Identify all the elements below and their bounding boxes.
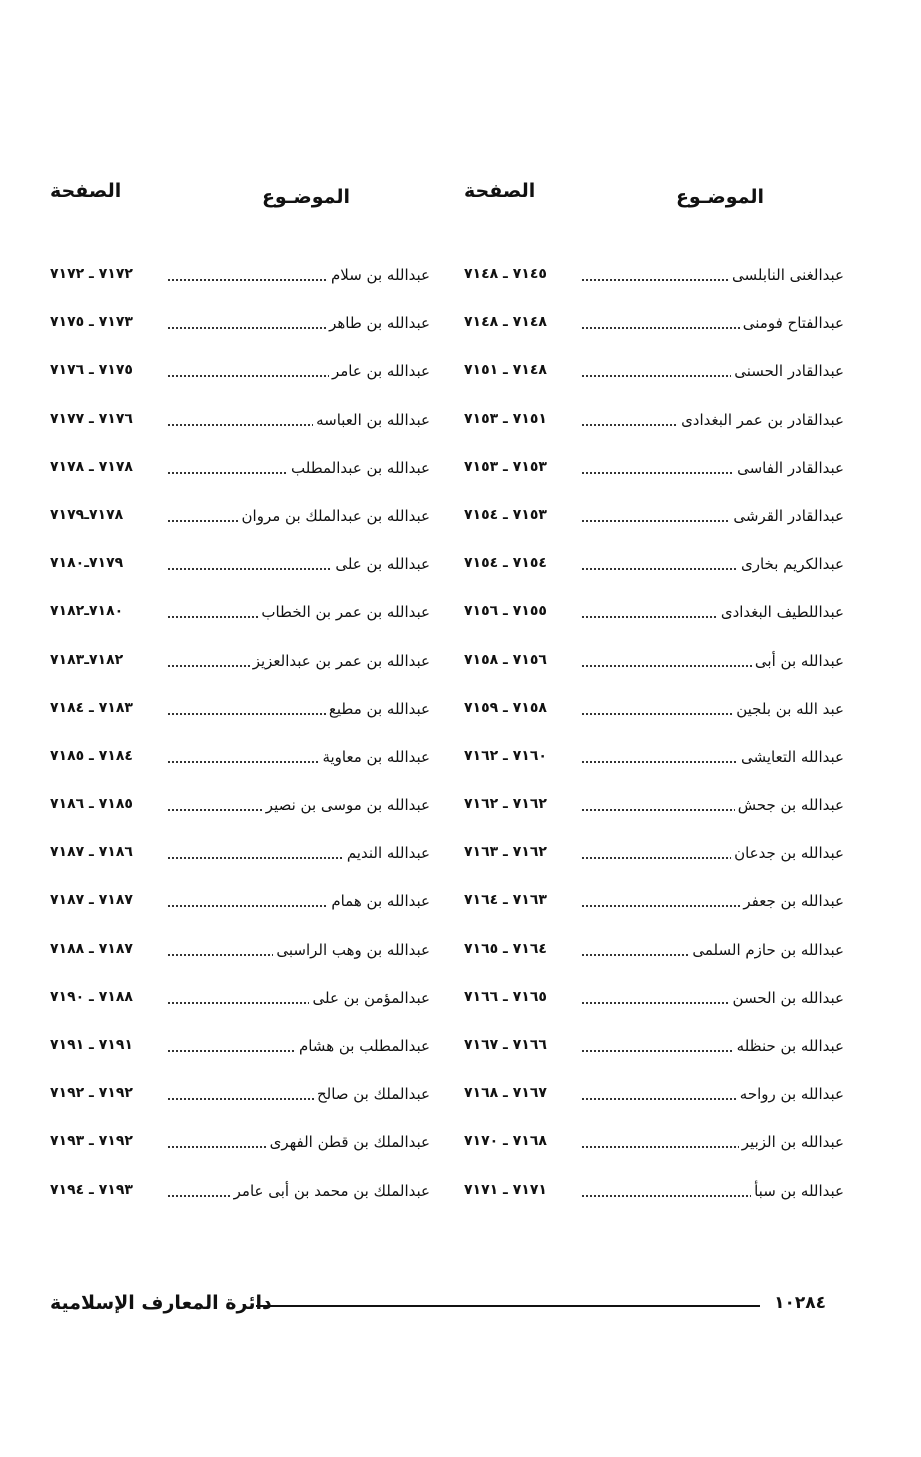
entry-title: عبدالله بن عمر بن عبدالعزيز bbox=[250, 652, 430, 670]
entry-page-range: ٧١٨٦ ـ ٧١٨٧ bbox=[50, 844, 133, 861]
index-entry bbox=[50, 1182, 430, 1230]
entry-list bbox=[50, 266, 430, 1230]
entry-title: عبدالله بن أبى bbox=[752, 652, 844, 670]
entry-page-range: ٧١٥١ ـ ٧١٥٣ bbox=[464, 410, 547, 427]
index-entry bbox=[50, 411, 430, 459]
entry-page-range: ٧١٦٥ ـ ٧١٦٦ bbox=[464, 988, 547, 1005]
index-entry bbox=[464, 941, 844, 989]
index-entry bbox=[50, 844, 430, 892]
entry-title: عبدالغنى النابلسى bbox=[729, 266, 844, 284]
entry-title: عبدالمطلب بن هشام bbox=[296, 1037, 430, 1055]
entry-title: عبدالله بن عبدالمطلب bbox=[288, 459, 430, 477]
index-entry bbox=[50, 1085, 430, 1133]
index-entry bbox=[50, 796, 430, 844]
entry-page-range: ٧١٩٢ ـ ٧١٩٢ bbox=[50, 1085, 133, 1102]
entry-title: عبدالفتاح فومنى bbox=[740, 314, 844, 332]
entry-page-range: ٧١٧٣ ـ ٧١٧٥ bbox=[50, 314, 133, 331]
entry-title: عبدالمؤمن بن على bbox=[309, 989, 430, 1007]
index-entry bbox=[50, 459, 430, 507]
entry-title: عبدالقادر القرشى bbox=[730, 507, 844, 525]
entry-title: عبداللطيف البغدادى bbox=[718, 603, 844, 621]
entry-page-range: ٧١٥٣ ـ ٧١٥٤ bbox=[464, 506, 547, 523]
entry-title: عبدالكريم بخارى bbox=[738, 555, 844, 573]
entry-title: عبدالملك بن محمد بن أبى عامر bbox=[231, 1182, 430, 1200]
entry-page-range: ٧١٨٧ ـ ٧١٨٨ bbox=[50, 940, 133, 957]
entry-title: عبدالله بن جدعان bbox=[731, 844, 844, 862]
entry-page-range: ٧١٩٣ ـ ٧١٩٤ bbox=[50, 1181, 133, 1198]
entry-title: عبدالله بن الزبير bbox=[739, 1133, 844, 1151]
entry-page-range: ٧١٧٦ ـ ٧١٧٧ bbox=[50, 410, 133, 427]
index-entry bbox=[50, 700, 430, 748]
entry-page-range: ٧١٥٥ ـ ٧١٥٦ bbox=[464, 603, 547, 620]
entry-page-range: ٧١٨٨ ـ ٧١٩٠ bbox=[50, 988, 133, 1005]
index-entry bbox=[464, 652, 844, 700]
entry-page-range: ٧١٧٥ ـ ٧١٧٦ bbox=[50, 362, 133, 379]
entry-title: عبدالله بن عمر بن الخطاب bbox=[258, 603, 430, 621]
entry-title: عبدالله بن الحسن bbox=[730, 989, 844, 1007]
entry-page-range: ٧١٨٥ ـ ٧١٨٦ bbox=[50, 796, 133, 813]
index-entry bbox=[464, 1182, 844, 1230]
entry-title: عبدالله بن حازم السلمى bbox=[689, 941, 844, 959]
entry-page-range: ٧١٥٤ ـ ٧١٥٤ bbox=[464, 555, 547, 572]
entry-title: عبدالله بن رواحه bbox=[737, 1085, 844, 1103]
footer-rule bbox=[256, 1305, 760, 1307]
entry-title: عبدالله بن جعفر bbox=[740, 892, 844, 910]
page-number: ١٠٢٨٤ bbox=[774, 1293, 826, 1313]
entry-page-range: ٧١٦٧ ـ ٧١٦٨ bbox=[464, 1085, 547, 1102]
entry-title: عبدالملك بن قطن الفهرى bbox=[267, 1133, 430, 1151]
index-entry bbox=[50, 314, 430, 362]
entry-list bbox=[464, 266, 844, 1230]
index-entry bbox=[464, 1133, 844, 1181]
index-entry bbox=[464, 844, 844, 892]
entry-page-range: ٧١٧٨ـ٧١٧٩ bbox=[50, 506, 124, 523]
entry-page-range: ٧١٤٥ ـ ٧١٤٨ bbox=[464, 266, 547, 282]
entry-title: عبدالله بن مطيع bbox=[326, 700, 430, 718]
entry-page-range: ٧١٦٢ ـ ٧١٦٢ bbox=[464, 796, 547, 813]
page-heading: الصفحة bbox=[464, 180, 536, 202]
entry-title: عبدالله بن موسى بن نصير bbox=[263, 796, 430, 814]
entry-page-range: ٧١٥٣ ـ ٧١٥٣ bbox=[464, 458, 547, 475]
entry-page-range: ٧١٧٢ ـ ٧١٧٢ bbox=[50, 266, 133, 282]
index-entry bbox=[50, 941, 430, 989]
entry-title: عبدالله بن معاوية bbox=[319, 748, 430, 766]
entry-page-range: ٧١٦٦ ـ ٧١٦٧ bbox=[464, 1037, 547, 1053]
index-entry bbox=[464, 459, 844, 507]
column-header bbox=[50, 180, 430, 220]
index-entry bbox=[464, 266, 844, 314]
index-entry bbox=[50, 507, 430, 555]
entry-title: عبدالله بن سلام bbox=[328, 266, 430, 284]
entry-title: عبدالله بن العباسه bbox=[313, 411, 430, 429]
index-entry bbox=[50, 266, 430, 314]
index-column-right bbox=[464, 180, 844, 1200]
entry-page-range: ٧١٦٢ ـ ٧١٦٣ bbox=[464, 844, 547, 861]
topic-heading: الموضـوع bbox=[261, 186, 350, 208]
entry-title: عبدالله بن طاهر bbox=[326, 314, 430, 332]
entry-page-range: ٧١٦٨ ـ ٧١٧٠ bbox=[464, 1133, 547, 1150]
entry-page-range: ٧١٨٠ـ٧١٨٢ bbox=[50, 603, 124, 620]
entry-title: عبدالقادر بن عمر البغدادى bbox=[678, 411, 844, 429]
entry-title: عبدالله بن عامر bbox=[329, 362, 430, 380]
entry-title: عبدالله بن جحش bbox=[735, 796, 844, 814]
entry-title: عبدالقادر الفاسى bbox=[734, 459, 844, 477]
entry-title: عبدالله بن حنظله bbox=[734, 1037, 844, 1055]
entry-page-range: ٧١٦٠ ـ ٧١٦٢ bbox=[464, 747, 547, 764]
index-entry bbox=[50, 989, 430, 1037]
entry-title: عبدالله بن وهب الراسبى bbox=[273, 941, 430, 959]
entry-title: عبدالله بن عبدالملك بن مروان bbox=[239, 507, 430, 525]
index-entry bbox=[464, 989, 844, 1037]
entry-page-range: ٧١٧٩ـ٧١٨٠ bbox=[50, 555, 124, 572]
index-entry bbox=[50, 1037, 430, 1085]
column-header bbox=[464, 180, 844, 220]
index-entry bbox=[50, 1133, 430, 1181]
index-entry bbox=[50, 362, 430, 410]
entry-page-range: ٧١٤٨ ـ ٧١٤٨ bbox=[464, 314, 547, 331]
page-footer bbox=[50, 1292, 826, 1322]
index-entry bbox=[464, 314, 844, 362]
index-entry bbox=[464, 555, 844, 603]
entry-page-range: ٧١٥٦ ـ ٧١٥٨ bbox=[464, 651, 547, 668]
index-entry bbox=[50, 748, 430, 796]
index-entry bbox=[50, 892, 430, 940]
topic-heading: الموضـوع bbox=[675, 186, 764, 208]
index-entry bbox=[50, 555, 430, 603]
index-entry bbox=[464, 411, 844, 459]
entry-title: عبدالله بن همام bbox=[328, 892, 430, 910]
page-heading: الصفحة bbox=[50, 180, 122, 202]
entry-page-range: ٧١٨٧ ـ ٧١٨٧ bbox=[50, 892, 133, 909]
entry-page-range: ٧١٧١ ـ ٧١٧١ bbox=[464, 1181, 547, 1198]
entry-page-range: ٧١٤٨ ـ ٧١٥١ bbox=[464, 362, 547, 379]
index-entry bbox=[464, 507, 844, 555]
entry-title: عبدالله بن على bbox=[332, 555, 430, 573]
entry-page-range: ٧١٨٤ ـ ٧١٨٥ bbox=[50, 747, 133, 764]
index-entry bbox=[464, 603, 844, 651]
entry-title: عبدالملك بن صالح bbox=[314, 1085, 430, 1103]
entry-page-range: ٧١٦٤ ـ ٧١٦٥ bbox=[464, 940, 547, 957]
entry-title: عبد الله بن بلجين bbox=[733, 700, 844, 718]
index-entry bbox=[464, 892, 844, 940]
entry-page-range: ٧١٩١ ـ ٧١٩١ bbox=[50, 1037, 133, 1053]
index-entry bbox=[50, 603, 430, 651]
index-entry bbox=[464, 796, 844, 844]
entry-title: عبدالقادر الحسنى bbox=[731, 362, 844, 380]
index-column-left bbox=[50, 180, 430, 1200]
entry-title: عبدالله النديم bbox=[344, 844, 430, 862]
entry-page-range: ٧١٨٢ـ٧١٨٣ bbox=[50, 651, 124, 668]
index-entry bbox=[464, 1085, 844, 1133]
index-entry bbox=[50, 652, 430, 700]
entry-page-range: ٧١٧٨ ـ ٧١٧٨ bbox=[50, 458, 133, 475]
index-entry bbox=[464, 362, 844, 410]
index-entry bbox=[464, 700, 844, 748]
index-entry bbox=[464, 1037, 844, 1085]
entry-title: عبدالله بن سبأ bbox=[751, 1182, 844, 1200]
entry-title: عبدالله التعايشى bbox=[738, 748, 844, 766]
entry-page-range: ٧١٩٢ ـ ٧١٩٣ bbox=[50, 1133, 133, 1150]
entry-page-range: ٧١٥٨ ـ ٧١٥٩ bbox=[464, 699, 547, 716]
entry-page-range: ٧١٨٣ ـ ٧١٨٤ bbox=[50, 699, 133, 716]
index-entry bbox=[464, 748, 844, 796]
publication-title: دائرة المعارف الإسلامية bbox=[50, 1292, 272, 1314]
entry-page-range: ٧١٦٣ ـ ٧١٦٤ bbox=[464, 892, 547, 909]
